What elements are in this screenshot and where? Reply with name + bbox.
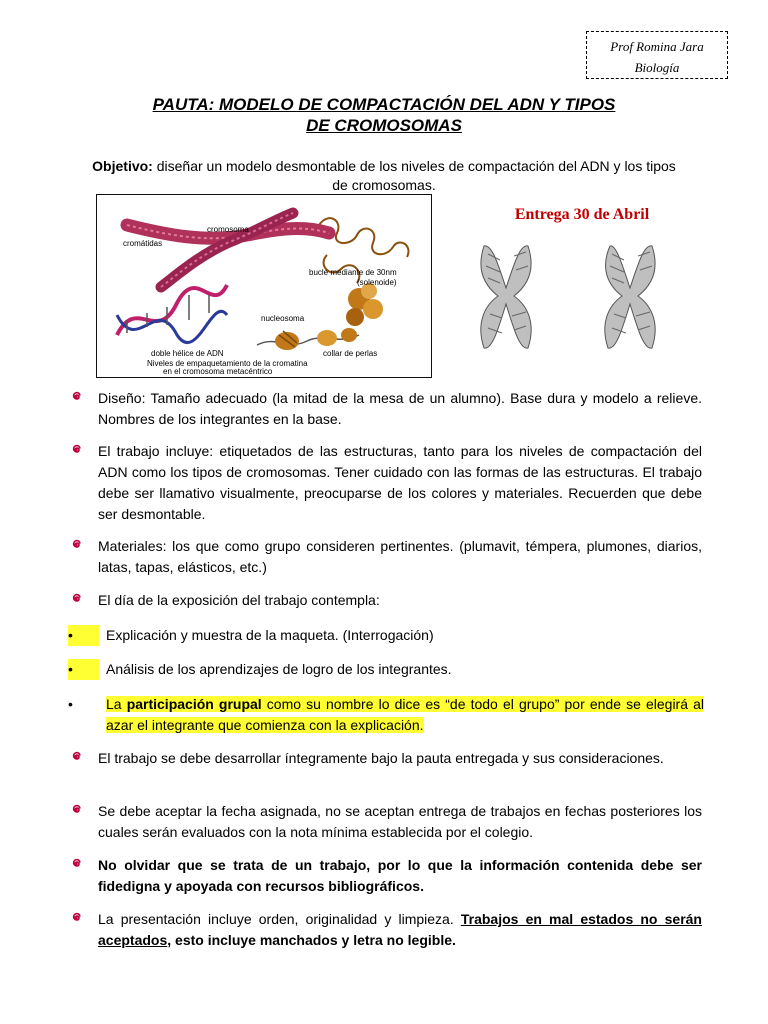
item-text-no-aceptados: Trabajos en mal estados no serán aceptados bbox=[98, 911, 702, 948]
list-item bbox=[98, 855, 702, 897]
list-item bbox=[98, 748, 702, 769]
item-text-manchados: , esto incluye manchados y letra no legible. bbox=[167, 932, 456, 948]
spiral-bullet-icon bbox=[70, 748, 84, 762]
bullet-item bbox=[68, 694, 704, 736]
author-box bbox=[586, 31, 728, 79]
spiral-bullet-icon bbox=[70, 909, 84, 923]
label-bucle: bucle mediante de 30nm bbox=[309, 268, 397, 277]
objective-text: diseñar un modelo desmontable de los niveles de compactación del ADN y los tipos de cromosomas. bbox=[152, 158, 676, 193]
spiral-bullet-icon bbox=[70, 536, 84, 550]
participacion-grupal: participación grupal bbox=[126, 696, 262, 712]
chromosome-left-drawing bbox=[481, 246, 531, 348]
objective-label: Objetivo: bbox=[92, 158, 153, 174]
spiral-bullet-icon bbox=[70, 590, 84, 604]
list-item bbox=[98, 441, 702, 525]
item-text-presentacion: La presentación incluye orden, originalidad y limpieza. bbox=[98, 911, 461, 927]
title-line-2: DE CROMOSOMAS bbox=[306, 116, 462, 135]
bullet-text-participacion: La participación grupal como su nombre lo dice es “de todo el grupo” por ende se elegirá al azar el integrante que comienza con la explicación. bbox=[106, 696, 704, 733]
list-item bbox=[98, 801, 702, 843]
bullet-text-explicacion: Explicación y muestra de la maqueta. (Interrogación) bbox=[106, 627, 434, 643]
caption-line-2: en el cromosoma metacéntrico bbox=[163, 367, 273, 376]
item-text-materiales: Materiales: los que como grupo consideren pertinentes. (plumavit, témpera, plumones, diarios, latas, tapas, elásticos, etc.) bbox=[98, 538, 702, 575]
list-item bbox=[98, 388, 702, 430]
bullet-dot-icon: • bbox=[68, 659, 99, 680]
item-text-integramente: El trabajo se debe desarrollar íntegramente bajo la pauta entregada y sus consideraciones. bbox=[98, 750, 664, 766]
list-item bbox=[98, 590, 702, 611]
document-title bbox=[60, 94, 708, 136]
item-text-exposicion: El día de la exposición del trabajo contempla: bbox=[98, 592, 380, 608]
objective-paragraph bbox=[90, 157, 678, 195]
list-item bbox=[98, 536, 702, 578]
metacentric-chromosomes bbox=[462, 234, 702, 356]
bullet-text-analisis: Análisis de los aprendizajes de logro de los integrantes. bbox=[106, 661, 452, 677]
subject-name: Biología bbox=[634, 60, 680, 75]
nucleosome-drawing bbox=[257, 328, 359, 350]
label-doble-helice: doble hélice de ADN bbox=[151, 349, 224, 358]
chromatin-illustration bbox=[97, 195, 431, 377]
label-cromatidas: cromátidas bbox=[123, 239, 163, 248]
spiral-bullet-icon bbox=[70, 801, 84, 815]
bullet-item bbox=[68, 625, 704, 646]
item-text-trabajo: El trabajo incluye: etiquetados de las estructuras, tanto para los niveles de compactación del ADN como los tipos de cromosomas. Tener cuidado con las formas de las estructuras. El trabajo debe ser llamativo visualmente, preocuparse de los colores y materiales. Recuerden que debe ser desmontable. bbox=[98, 443, 702, 522]
chromosome-right-drawing bbox=[605, 246, 655, 348]
item-text-no-olvidar: No olvidar que se trata de un trabajo, por lo que la información contenida debe ser fidedigna y apoyada con recursos bibliográficos. bbox=[98, 857, 702, 894]
label-solenoide: (solenoide) bbox=[357, 278, 397, 287]
bullet-item bbox=[68, 659, 704, 680]
bullet-dot-icon: • bbox=[68, 625, 99, 646]
label-cromosoma: cromosoma bbox=[207, 225, 249, 234]
spiral-bullet-icon bbox=[70, 388, 84, 402]
chromatin-figure bbox=[96, 194, 432, 378]
author-name: Prof Romina Jara bbox=[610, 39, 704, 54]
title-line-1: PAUTA: MODELO DE COMPACTACIÓN DEL ADN Y TIPOS bbox=[152, 95, 616, 114]
list-item bbox=[98, 909, 702, 951]
spiral-bullet-icon bbox=[70, 855, 84, 869]
label-nucleosoma: nucleosoma bbox=[261, 314, 305, 323]
bullet-dot-icon: • bbox=[68, 696, 73, 712]
item-text-diseno: Diseño: Tamaño adecuado (la mitad de la mesa de un alumno). Base dura y modelo a relieve. Nombres de los integrantes en la base. bbox=[98, 390, 702, 427]
caption-line-1: Niveles de empaquetamiento de la cromatina bbox=[147, 359, 308, 368]
due-date: Entrega 30 de Abril bbox=[514, 206, 650, 223]
label-collar: collar de perlas bbox=[323, 349, 378, 358]
dna-helix-drawing bbox=[117, 285, 227, 343]
spiral-bullet-icon bbox=[70, 441, 84, 455]
item-text-fecha: Se debe aceptar la fecha asignada, no se aceptan entrega de trabajos en fechas posteriores los cuales serán evaluados con la nota mínima establecida por el colegio. bbox=[98, 803, 702, 840]
